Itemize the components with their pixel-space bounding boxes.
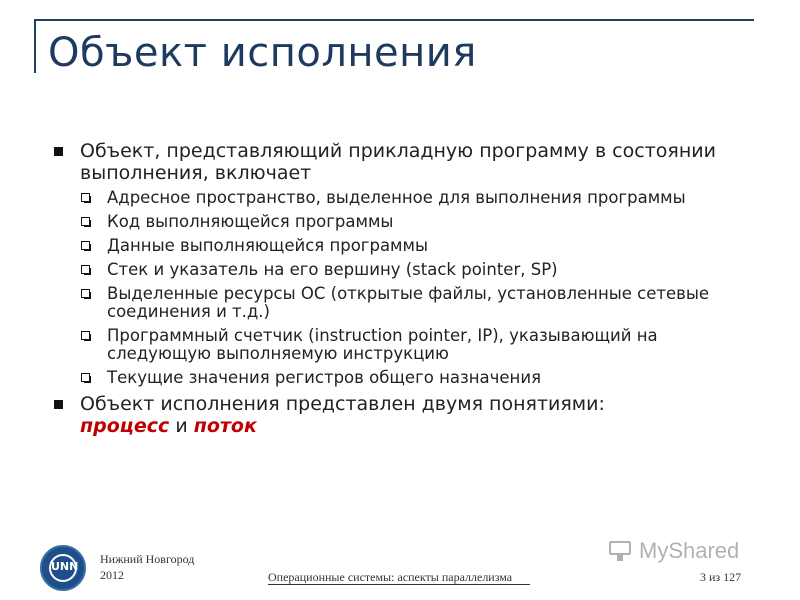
watermark [607, 537, 739, 565]
square-bullet-icon [54, 400, 63, 409]
sub-bullet-text: Текущие значения регистров общего назначения [107, 368, 541, 387]
sub-bullet-text: Код выполняющейся программы [107, 212, 394, 231]
watermark-text: MyShared [639, 538, 740, 563]
sub-bullet-text: Стек и указатель на его вершину (stack pointer, SP) [107, 260, 558, 279]
checkbox-bullet-icon [81, 289, 90, 298]
sub-bullet-text: Программный счетчик (instruction pointer, IP), указывающий на следующую выполняемую инструкцию [107, 326, 658, 363]
slide-title: Объект исполнения [48, 30, 477, 76]
bullet-2 [52, 393, 752, 437]
sub-bullet-1 [79, 189, 752, 207]
sub-bullet-5 [79, 285, 752, 321]
slide-content [52, 140, 752, 442]
bullet-1-text: Объект, представляющий прикладную программу в состоянии выполнения, включает [80, 140, 716, 184]
sub-bullet-4 [79, 261, 752, 279]
checkbox-bullet-icon [81, 193, 90, 202]
conjunction-text: и [175, 415, 188, 437]
checkbox-bullet-icon [81, 331, 90, 340]
university-logo [40, 545, 86, 591]
sub-bullet-7 [79, 369, 752, 387]
sub-bullet-2 [79, 213, 752, 231]
sub-bullet-text: Адресное пространство, выделенное для выполнения программы [107, 188, 686, 207]
sub-bullet-3 [79, 237, 752, 255]
footer-city: Нижний Новгород [100, 552, 195, 566]
title-rule-top [34, 19, 754, 21]
term-thread: поток [193, 415, 257, 437]
sub-bullet-text: Выделенные ресурсы ОС (открытые файлы, установленные сетевые соединения и т.д.) [107, 284, 710, 321]
checkbox-bullet-icon [81, 217, 90, 226]
checkbox-bullet-icon [81, 241, 90, 250]
sub-bullet-6 [79, 327, 752, 363]
sub-bullet-text: Данные выполняющейся программы [107, 236, 428, 255]
square-bullet-icon [54, 147, 63, 156]
checkbox-bullet-icon [81, 265, 90, 274]
footer-course-underline [268, 584, 530, 585]
term-process: процесс [80, 415, 170, 437]
title-rule-left [34, 19, 36, 73]
footer-year: 2012 [100, 568, 124, 582]
page-number: 3 из 127 [700, 570, 742, 584]
bullet-2-text: Объект исполнения представлен двумя понятиями: [80, 393, 605, 415]
checkbox-bullet-icon [81, 373, 90, 382]
footer-course-title: Операционные системы: аспекты параллелизма [268, 570, 513, 584]
monitor-icon [607, 539, 633, 563]
bullet-1 [52, 140, 752, 184]
logo-text: UNN [51, 560, 79, 573]
